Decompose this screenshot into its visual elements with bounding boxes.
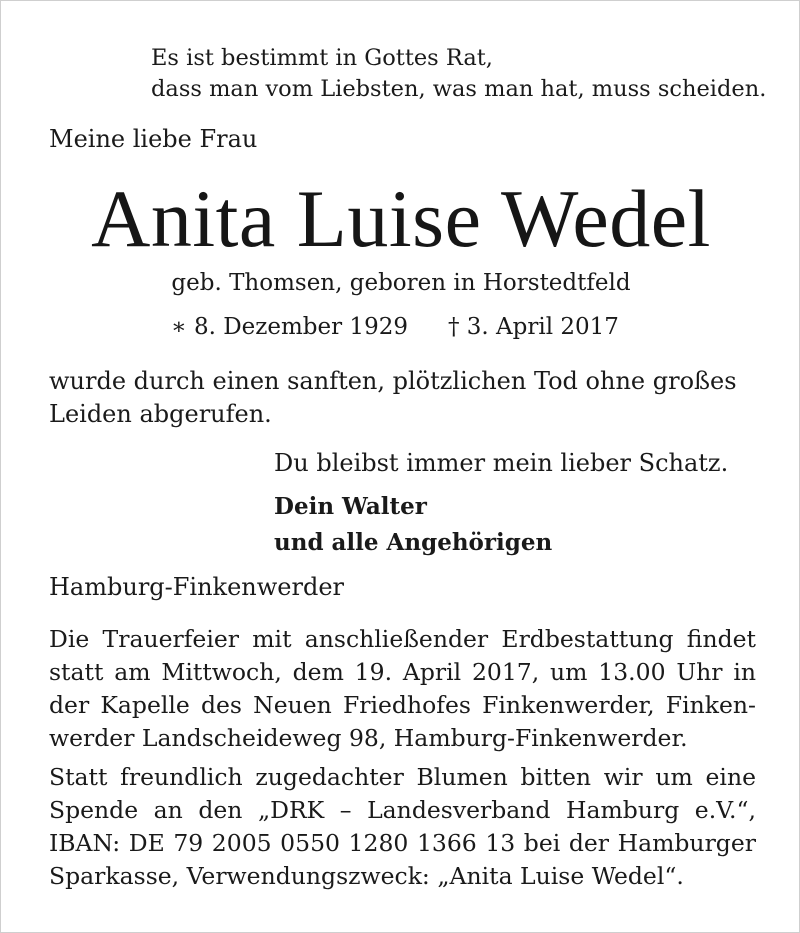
life-dates <box>171 311 619 344</box>
death-message <box>49 365 759 431</box>
birth-info: geb. Thomsen, geboren in Horstedtfeld <box>171 270 631 296</box>
funeral-line-2: statt am Mittwoch, dem 19. April 2017, um 13.00 Uhr in <box>49 658 756 686</box>
donation-line-4: Sparkasse, Verwendungszweck: „Anita Luise Wedel“. <box>49 862 684 890</box>
place-name: Hamburg-Finkenwerder <box>49 573 345 601</box>
donation-line-2: Spende an den „DRK – Landesverband Hamburg e.V.“, <box>49 796 756 824</box>
funeral-line-3: der Kapelle des Neuen Friedhofes Finkenwerder, Finken- <box>49 691 756 719</box>
birth-date: ∗ 8. Dezember 1929 <box>171 314 408 340</box>
funeral-line-1: Die Trauerfeier mit anschließender Erdbestattung findet <box>49 625 756 653</box>
motto-verse <box>151 43 766 105</box>
farewell-quote: Du bleibst immer mein lieber Schatz. <box>274 449 729 477</box>
signature-line-1: Dein Walter <box>274 493 427 520</box>
donation-line-1: Statt freundlich zugedachter Blumen bitten wir um eine <box>49 763 756 791</box>
funeral-paragraph <box>49 623 756 755</box>
funeral-line-4: werder Landscheideweg 98, Hamburg-Finkenwerder. <box>49 724 688 752</box>
deceased-name: Anita Luise Wedel <box>91 173 711 264</box>
death-message-line-1: wurde durch einen sanften, plötzlichen Tod ohne großes <box>49 367 737 395</box>
death-date: † 3. April 2017 <box>447 314 619 340</box>
signature <box>274 489 552 561</box>
signature-line-2: und alle Angehörigen <box>274 529 553 556</box>
motto-line-1: Es ist bestimmt in Gottes Rat, <box>151 45 493 71</box>
donation-paragraph <box>49 761 756 893</box>
donation-line-3: IBAN: DE 79 2005 0550 1280 1366 13 bei der Hamburger <box>49 829 756 857</box>
intro-text: Meine liebe Frau <box>49 125 258 153</box>
death-message-line-2: Leiden abgerufen. <box>49 400 272 428</box>
motto-line-2: dass man vom Liebsten, was man hat, muss scheiden. <box>151 76 767 102</box>
